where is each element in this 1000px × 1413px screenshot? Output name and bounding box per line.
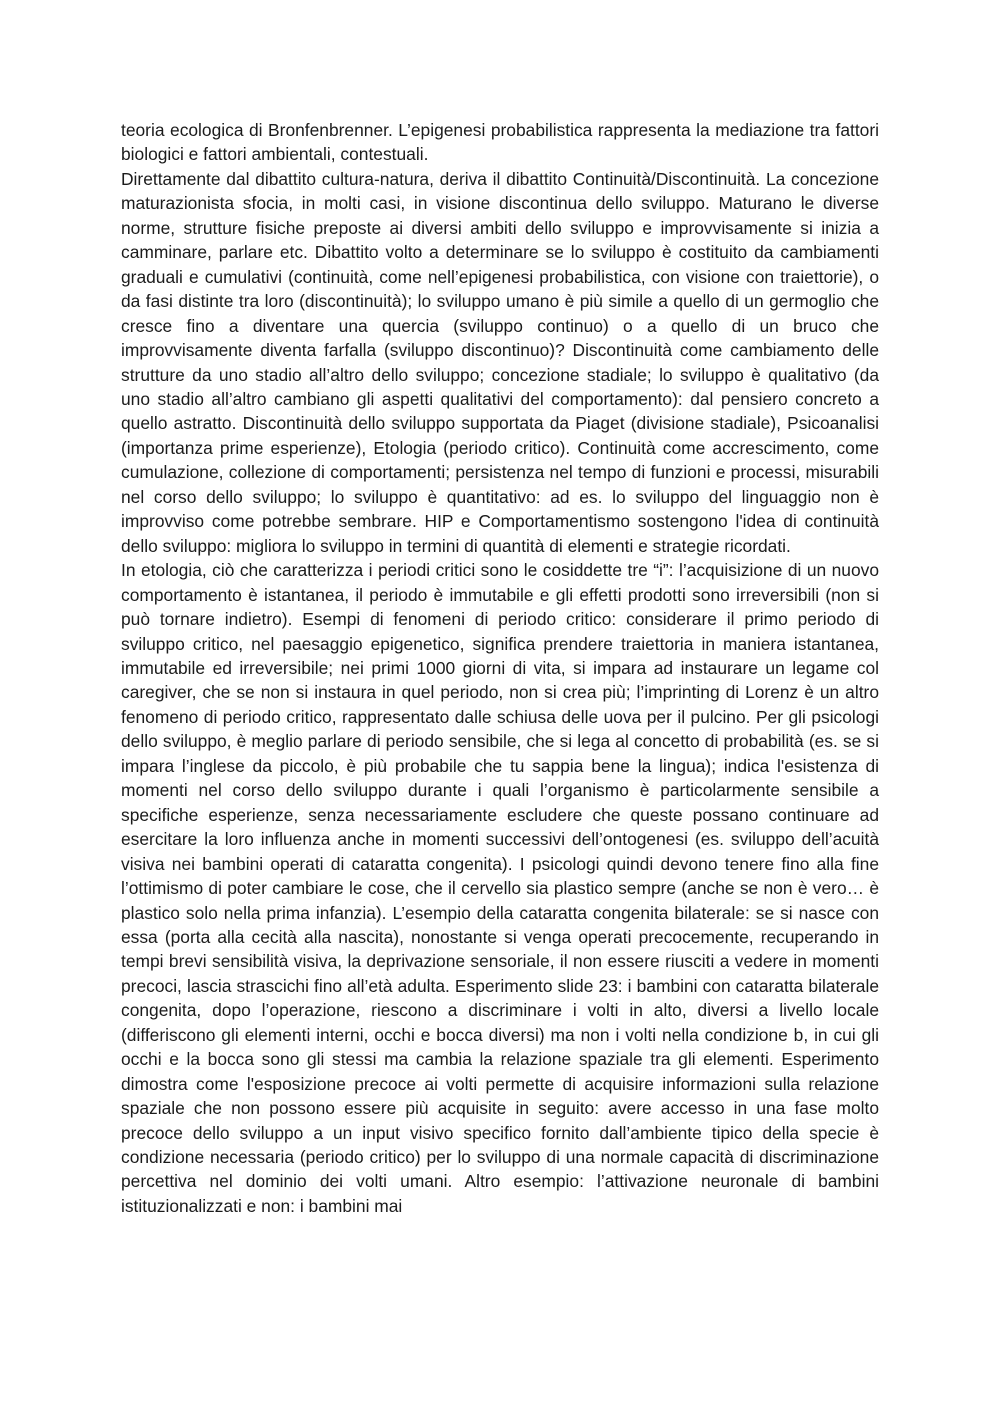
paragraph-periodi-critici: In etologia, ciò che caratterizza i periodi critici sono le cosiddette tre “i”: l’acquisizione di un nuovo comportamento è istantanea, il periodo è immutabile e gli effetti prodotti sono irreversibili (non si può tornare indietro). Esempi di fenomeni di periodo critico: considerare il primo periodo di sviluppo critico, nel paesaggio epigenetico, significa prendere traiettoria in maniera istantanea, immutabile ed irreversibile; nei primi 1000 giorni di vita, si impara ad instaurare un legame col caregiver, che se non si instaura in quel periodo, non si crea più; l’imprinting di Lorenz è un altro fenomeno di periodo critico, rappresentato dalle schiusa delle uova per il pulcino. Per gli psicologi dello sviluppo, è meglio parlare di periodo sensibile, che si lega al concetto di probabilità (es. se si impara l’inglese da piccolo, è più probabile che tu sappia bene la lingua); indica l'esistenza di momenti nel corso dello sviluppo durante i quali l’organismo è particolarmente sensibile a specifiche esperienze, senza necessariamente escludere che queste possano continuare ad esercitare la loro influenza anche in momenti successivi dell’ontogenesi (es. sviluppo dell’acuità visiva nei bambini operati di cataratta congenita). I psicologi quindi devono tenere fino alla fine l’ottimismo di poter cambiare le cose, che il cervello sia plastico sempre (anche se non è vero… è plastico solo nella prima infanzia). L’esempio della cataratta congenita bilaterale: se si nasce con essa (porta alla cecità alla nascita), nonostante si venga operati precocemente, recuperando in tempi brevi sensibilità visiva, la deprivazione sensoriale, il non essere riusciti a vedere in momenti precoci, lascia strascichi fino all’età adulta. Esperimento slide 23: i bambini con cataratta bilaterale congenita, dopo l’operazione, riescono a discriminare i volti in alto, diversi a livello locale (differiscono gli elementi interni, occhi e bocca diversi) ma non i volti nella condizione b, in cui gli occhi e la bocca sono gli stessi ma cambia la relazione spaziale tra gli elementi. Esperimento dimostra come l'esposizione precoce ai volti permette di acquisire informazioni sulla relazione spaziale che non possono essere più acquisite in seguito: avere accesso in una fase molto precoce dello sviluppo a un input visivo specifico fornito dall’ambiente tipico della specie è condizione necessaria (periodo critico) per lo sviluppo di una normale capacità di discriminazione percettiva nel dominio dei volti umani. Altro esempio: l’attivazione neuronale di bambini istituzionalizzati e non: i bambini mai — [121, 560, 879, 1216]
document-body — [121, 118, 879, 1218]
paragraph-continuita-discontinuita: Direttamente dal dibattito cultura-natura, deriva il dibattito Continuità/Discontinuità. La concezione maturazionista sfocia, in molti casi, in visione discontinua dello sviluppo. Maturano le diverse norme, strutture fisiche preposte ai diversi ambiti dello sviluppo e improvvisamente si inizia a camminare, parlare etc. Dibattito volto a determinare se lo sviluppo è costituito da cambiamenti graduali e cumulativi (continuità, come nell’epigenesi probabilistica, con visione con traiettorie), o da fasi distinte tra loro (discontinuità); lo sviluppo umano è più simile a quello di un germoglio che cresce fino a diventare una quercia (sviluppo continuo) o a quello di un bruco che improvvisamente diventa farfalla (sviluppo discontinuo)? Discontinuità come cambiamento delle strutture da uno stadio all’altro dello sviluppo; concezione stadiale; lo sviluppo è qualitativo (da uno stadio all’altro cambiano gli aspetti qualitativi del comportamento): dal pensiero concreto a quello astratto. Discontinuità dello sviluppo supportata da Piaget (divisione stadiale), Psicoanalisi (importanza prime esperienze), Etologia (periodo critico). Continuità come accrescimento, come cumulazione, collezione di comportamenti; persistenza nel tempo di funzioni e processi, misurabili nel corso dello sviluppo; lo sviluppo è quantitativo: ad es. lo sviluppo del linguaggio non è improvviso come potrebbe sembrare. HIP e Comportamentismo sostengono l'idea di continuità dello sviluppo: migliora lo sviluppo in termini di quantità di elementi e strategie ricordati. — [121, 168, 879, 556]
paragraph-bronfenbrenner: teoria ecologica di Bronfenbrenner. L’epigenesi probabilistica rappresenta la mediazione tra fattori biologici e fattori ambientali, contestuali. — [121, 120, 879, 165]
